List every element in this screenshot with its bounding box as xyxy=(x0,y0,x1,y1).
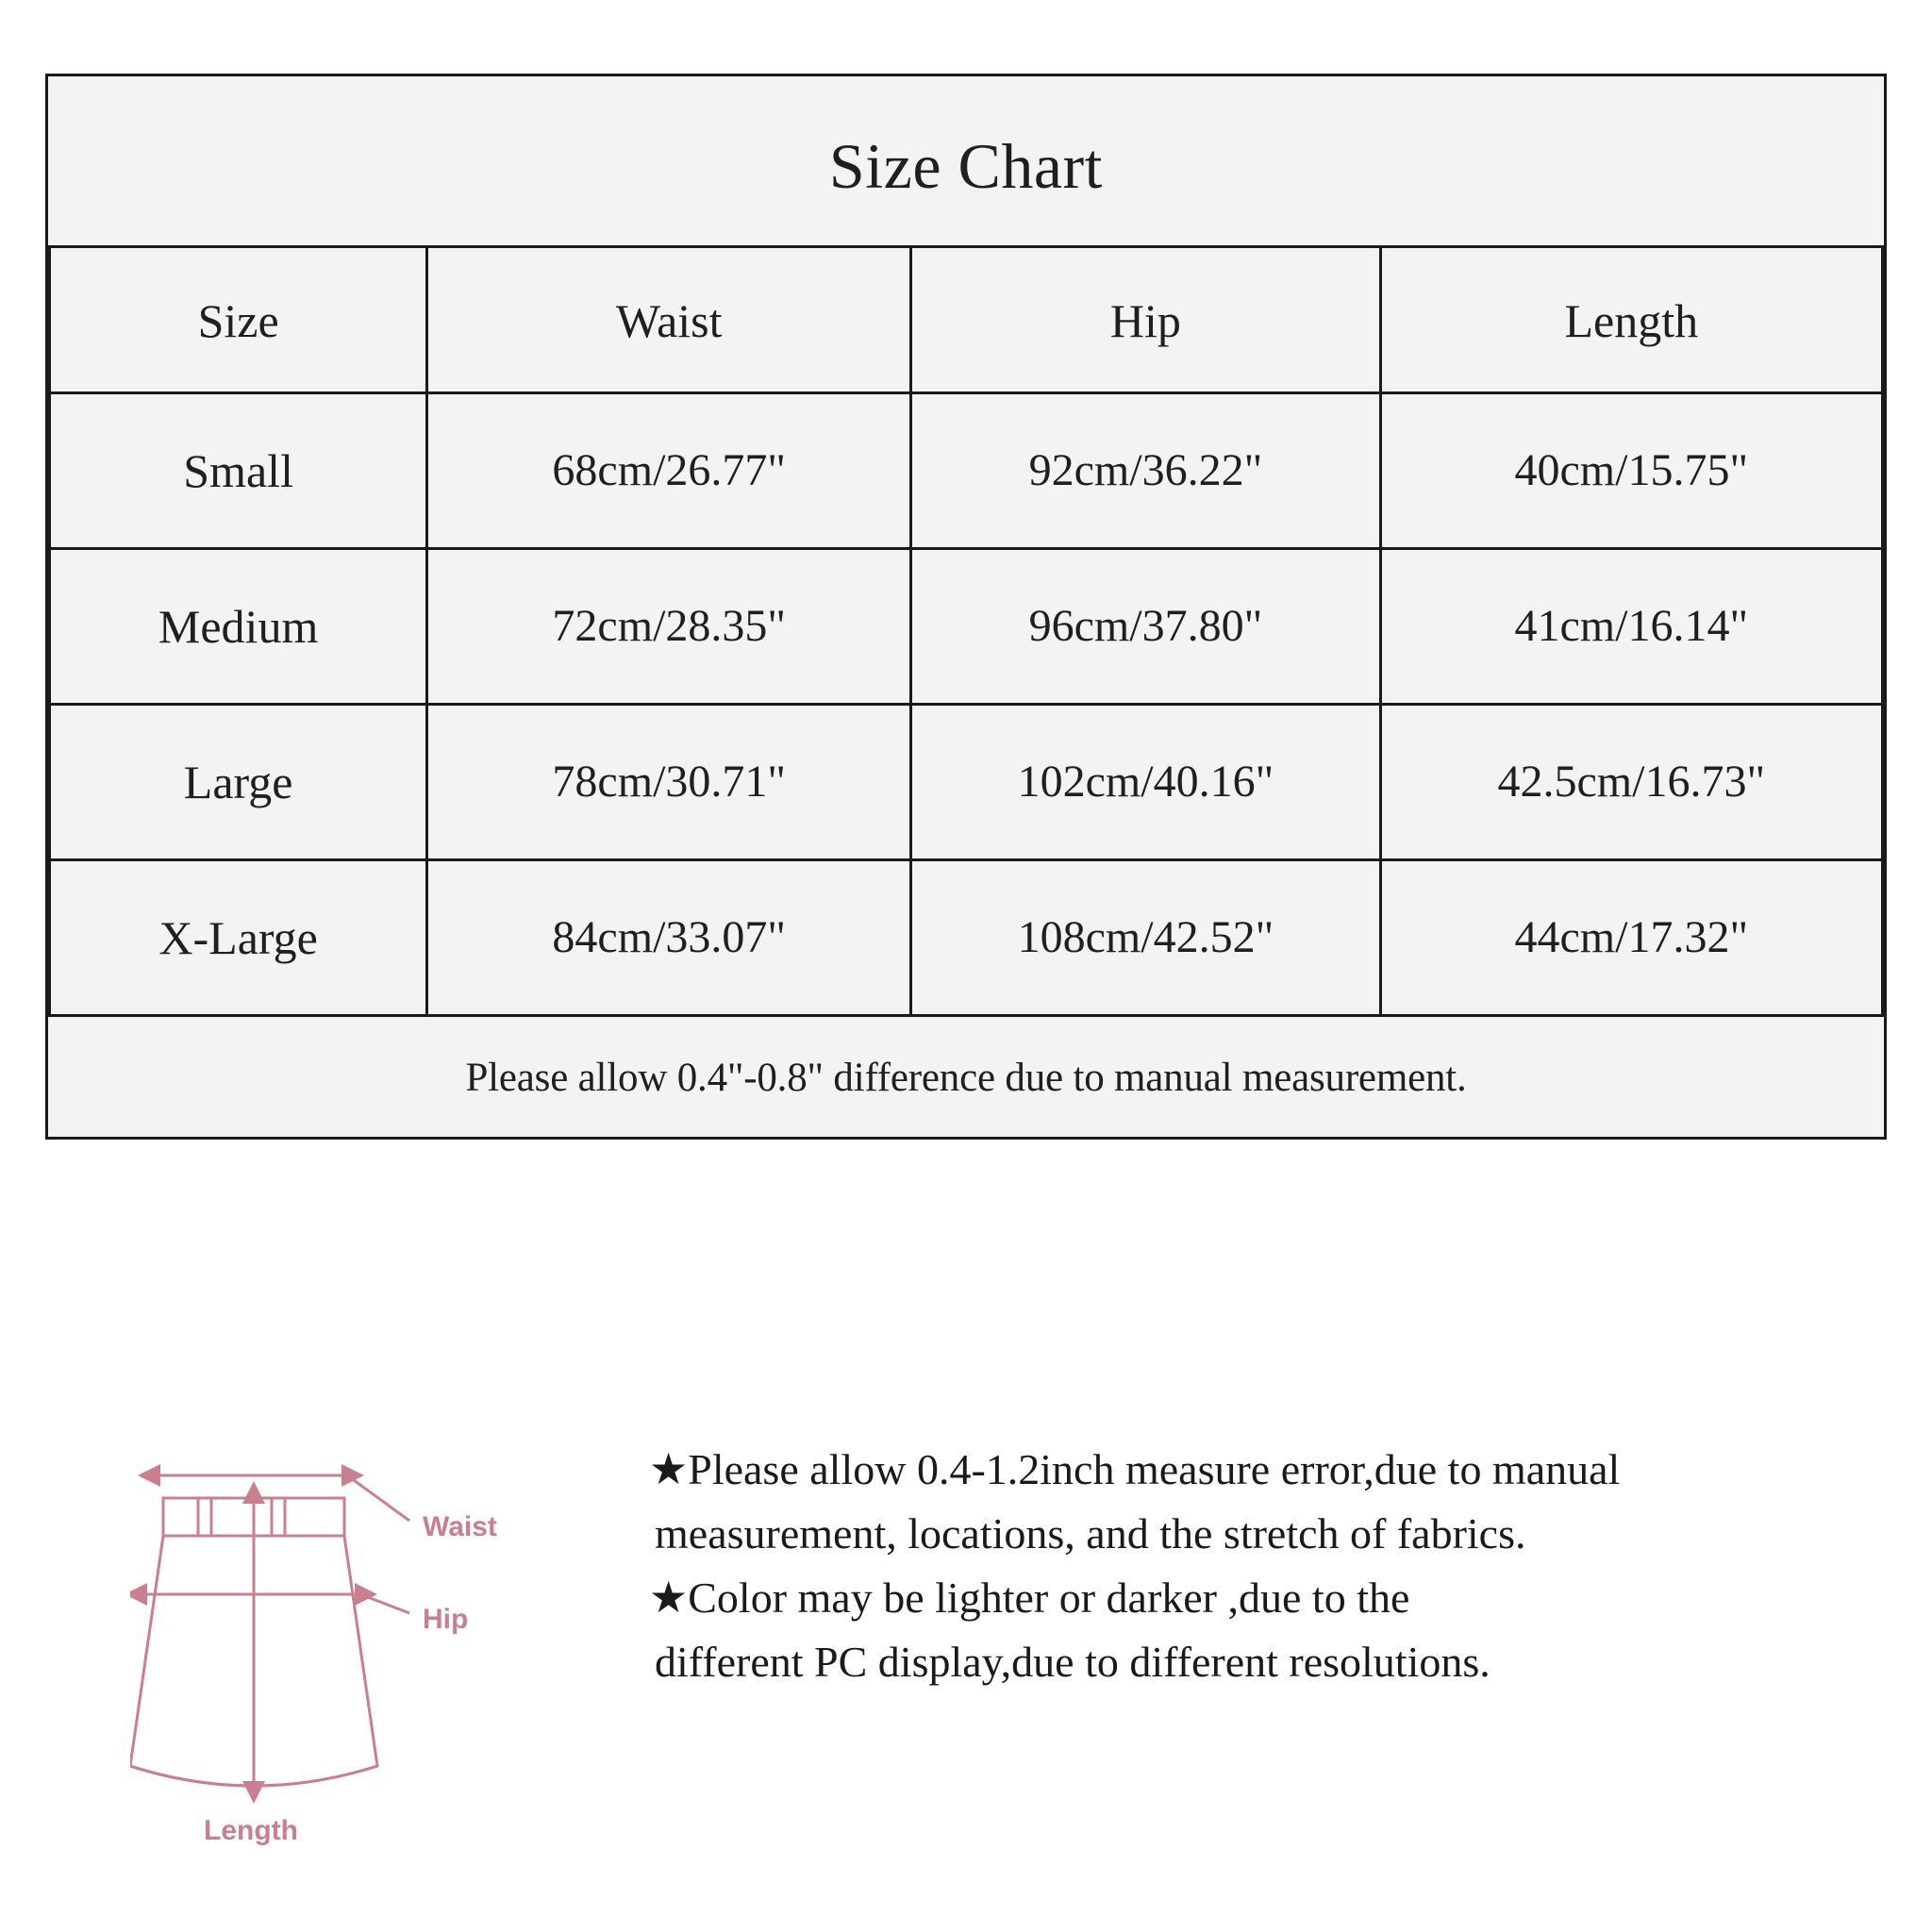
measurement-disclaimer: Please allow 0.4"-0.8" difference due to manual measurement. xyxy=(50,1015,1883,1137)
cell-hip: 92cm/36.22" xyxy=(911,392,1380,548)
table-title-row xyxy=(50,76,1883,246)
cell-hip: 96cm/37.80" xyxy=(911,548,1380,704)
cell-size: Large xyxy=(50,704,427,859)
column-header-waist: Waist xyxy=(427,246,911,392)
cell-length: 40cm/15.75" xyxy=(1380,392,1882,548)
table-row xyxy=(50,392,1883,548)
cell-length: 44cm/17.32" xyxy=(1380,859,1882,1015)
cell-waist: 72cm/28.35" xyxy=(427,548,911,704)
bottom-section xyxy=(45,1426,1887,1917)
table-row xyxy=(50,859,1883,1015)
cell-hip: 108cm/42.52" xyxy=(911,859,1380,1015)
table-row xyxy=(50,704,1883,859)
size-chart-container xyxy=(45,74,1887,1140)
cell-length: 41cm/16.14" xyxy=(1380,548,1882,704)
cell-waist: 78cm/30.71" xyxy=(427,704,911,859)
waist-leader-line xyxy=(347,1475,409,1521)
table-header-row xyxy=(50,246,1883,392)
hip-leader-line xyxy=(360,1594,409,1613)
table-row xyxy=(50,548,1883,704)
waist-label: Waist xyxy=(423,1511,497,1542)
skirt-measurement-diagram xyxy=(130,1455,602,1898)
length-label: Length xyxy=(204,1815,298,1846)
note-line: ★Color may be lighter or darker ,due to the xyxy=(649,1574,1410,1623)
size-chart-table xyxy=(48,76,1884,1137)
cell-size: Medium xyxy=(50,548,427,704)
cell-waist: 84cm/33.07" xyxy=(427,859,911,1015)
hip-label: Hip xyxy=(423,1604,469,1635)
note-line: ★Please allow 0.4-1.2inch measure error,due to manual xyxy=(649,1445,1621,1493)
cell-hip: 102cm/40.16" xyxy=(911,704,1380,859)
cell-size: X-Large xyxy=(50,859,427,1015)
cell-size: Small xyxy=(50,392,427,548)
note-line: different PC display,due to different resolutions. xyxy=(655,1638,1491,1687)
cell-waist: 68cm/26.77" xyxy=(427,392,911,548)
column-header-size: Size xyxy=(50,246,427,392)
page-title: Size Chart xyxy=(50,76,1883,246)
notes-list xyxy=(649,1438,1894,1694)
column-header-hip: Hip xyxy=(911,246,1380,392)
cell-length: 42.5cm/16.73" xyxy=(1380,704,1882,859)
table-footer-row xyxy=(50,1015,1883,1137)
column-header-length: Length xyxy=(1380,246,1882,392)
note-line: measurement, locations, and the stretch of fabrics. xyxy=(655,1509,1526,1558)
